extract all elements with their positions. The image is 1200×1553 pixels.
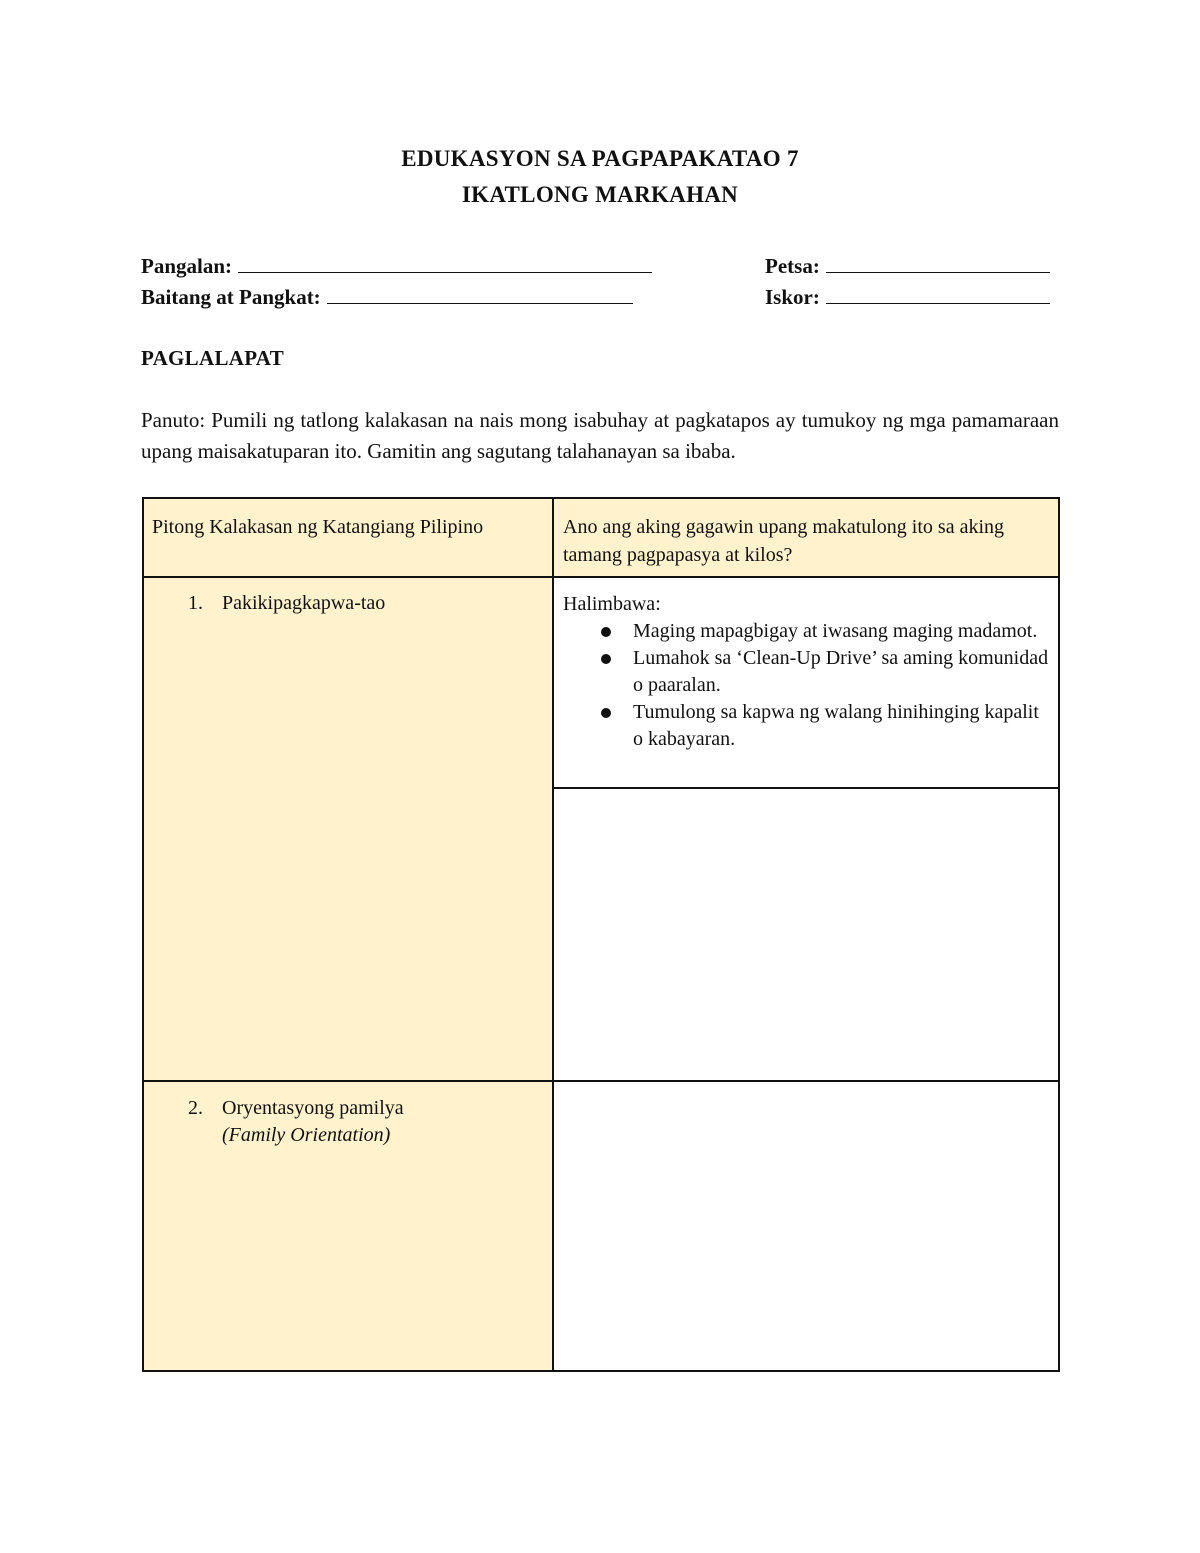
name-field	[141, 253, 652, 279]
bullet-icon	[601, 708, 611, 718]
example-heading: Halimbawa:	[563, 593, 661, 615]
strengths-column-background	[144, 499, 552, 1370]
item-number: 2.	[188, 1097, 203, 1119]
answer-table	[142, 497, 1060, 1372]
column-header-strengths: Pitong Kalakasan ng Katangiang Pilipino	[152, 516, 484, 538]
grade-section-label: Baitang at Pangkat:	[141, 285, 321, 309]
example-list	[563, 618, 1053, 753]
document-title: EDUKASYON SA PAGPAPAKATAO 7	[401, 146, 799, 171]
list-item: Tumulong sa kapwa ng walang hinihinging kapalit o kabayaran.	[563, 699, 1053, 753]
item-sublabel: (Family Orientation)	[222, 1124, 391, 1146]
name-blank[interactable]	[238, 253, 652, 273]
grade-section-blank[interactable]	[327, 284, 633, 304]
bullet-icon	[601, 654, 611, 664]
answer-cell-1[interactable]	[554, 789, 1058, 1080]
section-heading: PAGLALAPAT	[141, 346, 284, 370]
item-label: Oryentasyong pamilya	[222, 1097, 404, 1119]
date-blank[interactable]	[826, 253, 1050, 273]
strength-item-1	[188, 590, 385, 617]
item-label: Pakikipagkapwa-tao	[222, 592, 386, 614]
date-label: Petsa:	[765, 254, 820, 278]
document-subtitle: IKATLONG MARKAHAN	[461, 182, 739, 207]
bullet-icon	[601, 627, 611, 637]
column-header-actions: Ano ang aking gagawin upang makatulong ito sa aking tamang pagpapasya at kilos?	[563, 516, 1005, 566]
grade-section-field	[141, 284, 633, 310]
example-cell	[563, 591, 1053, 753]
answer-cell-2[interactable]	[554, 1082, 1058, 1370]
list-item: Lumahok sa ‘Clean-Up Drive’ sa aming komunidad o paaralan.	[563, 645, 1053, 699]
score-field	[765, 284, 1050, 310]
item-number: 1.	[188, 592, 203, 614]
score-label: Iskor:	[765, 285, 820, 309]
date-field	[765, 253, 1050, 279]
strength-item-2	[188, 1095, 404, 1149]
name-label: Pangalan:	[141, 254, 233, 278]
instructions-text: Panuto: Pumili ng tatlong kalakasan na nais mong isabuhay at pagkatapos ay tumukoy ng mga pamamaraan upang maisakatuparan ito. Gamitin ang sagutang talahanayan sa ibaba.	[141, 408, 1059, 463]
header-divider	[144, 576, 1058, 578]
list-item: Maging mapagbigay at iwasang maging madamot.	[563, 618, 1053, 645]
score-blank[interactable]	[826, 284, 1050, 304]
